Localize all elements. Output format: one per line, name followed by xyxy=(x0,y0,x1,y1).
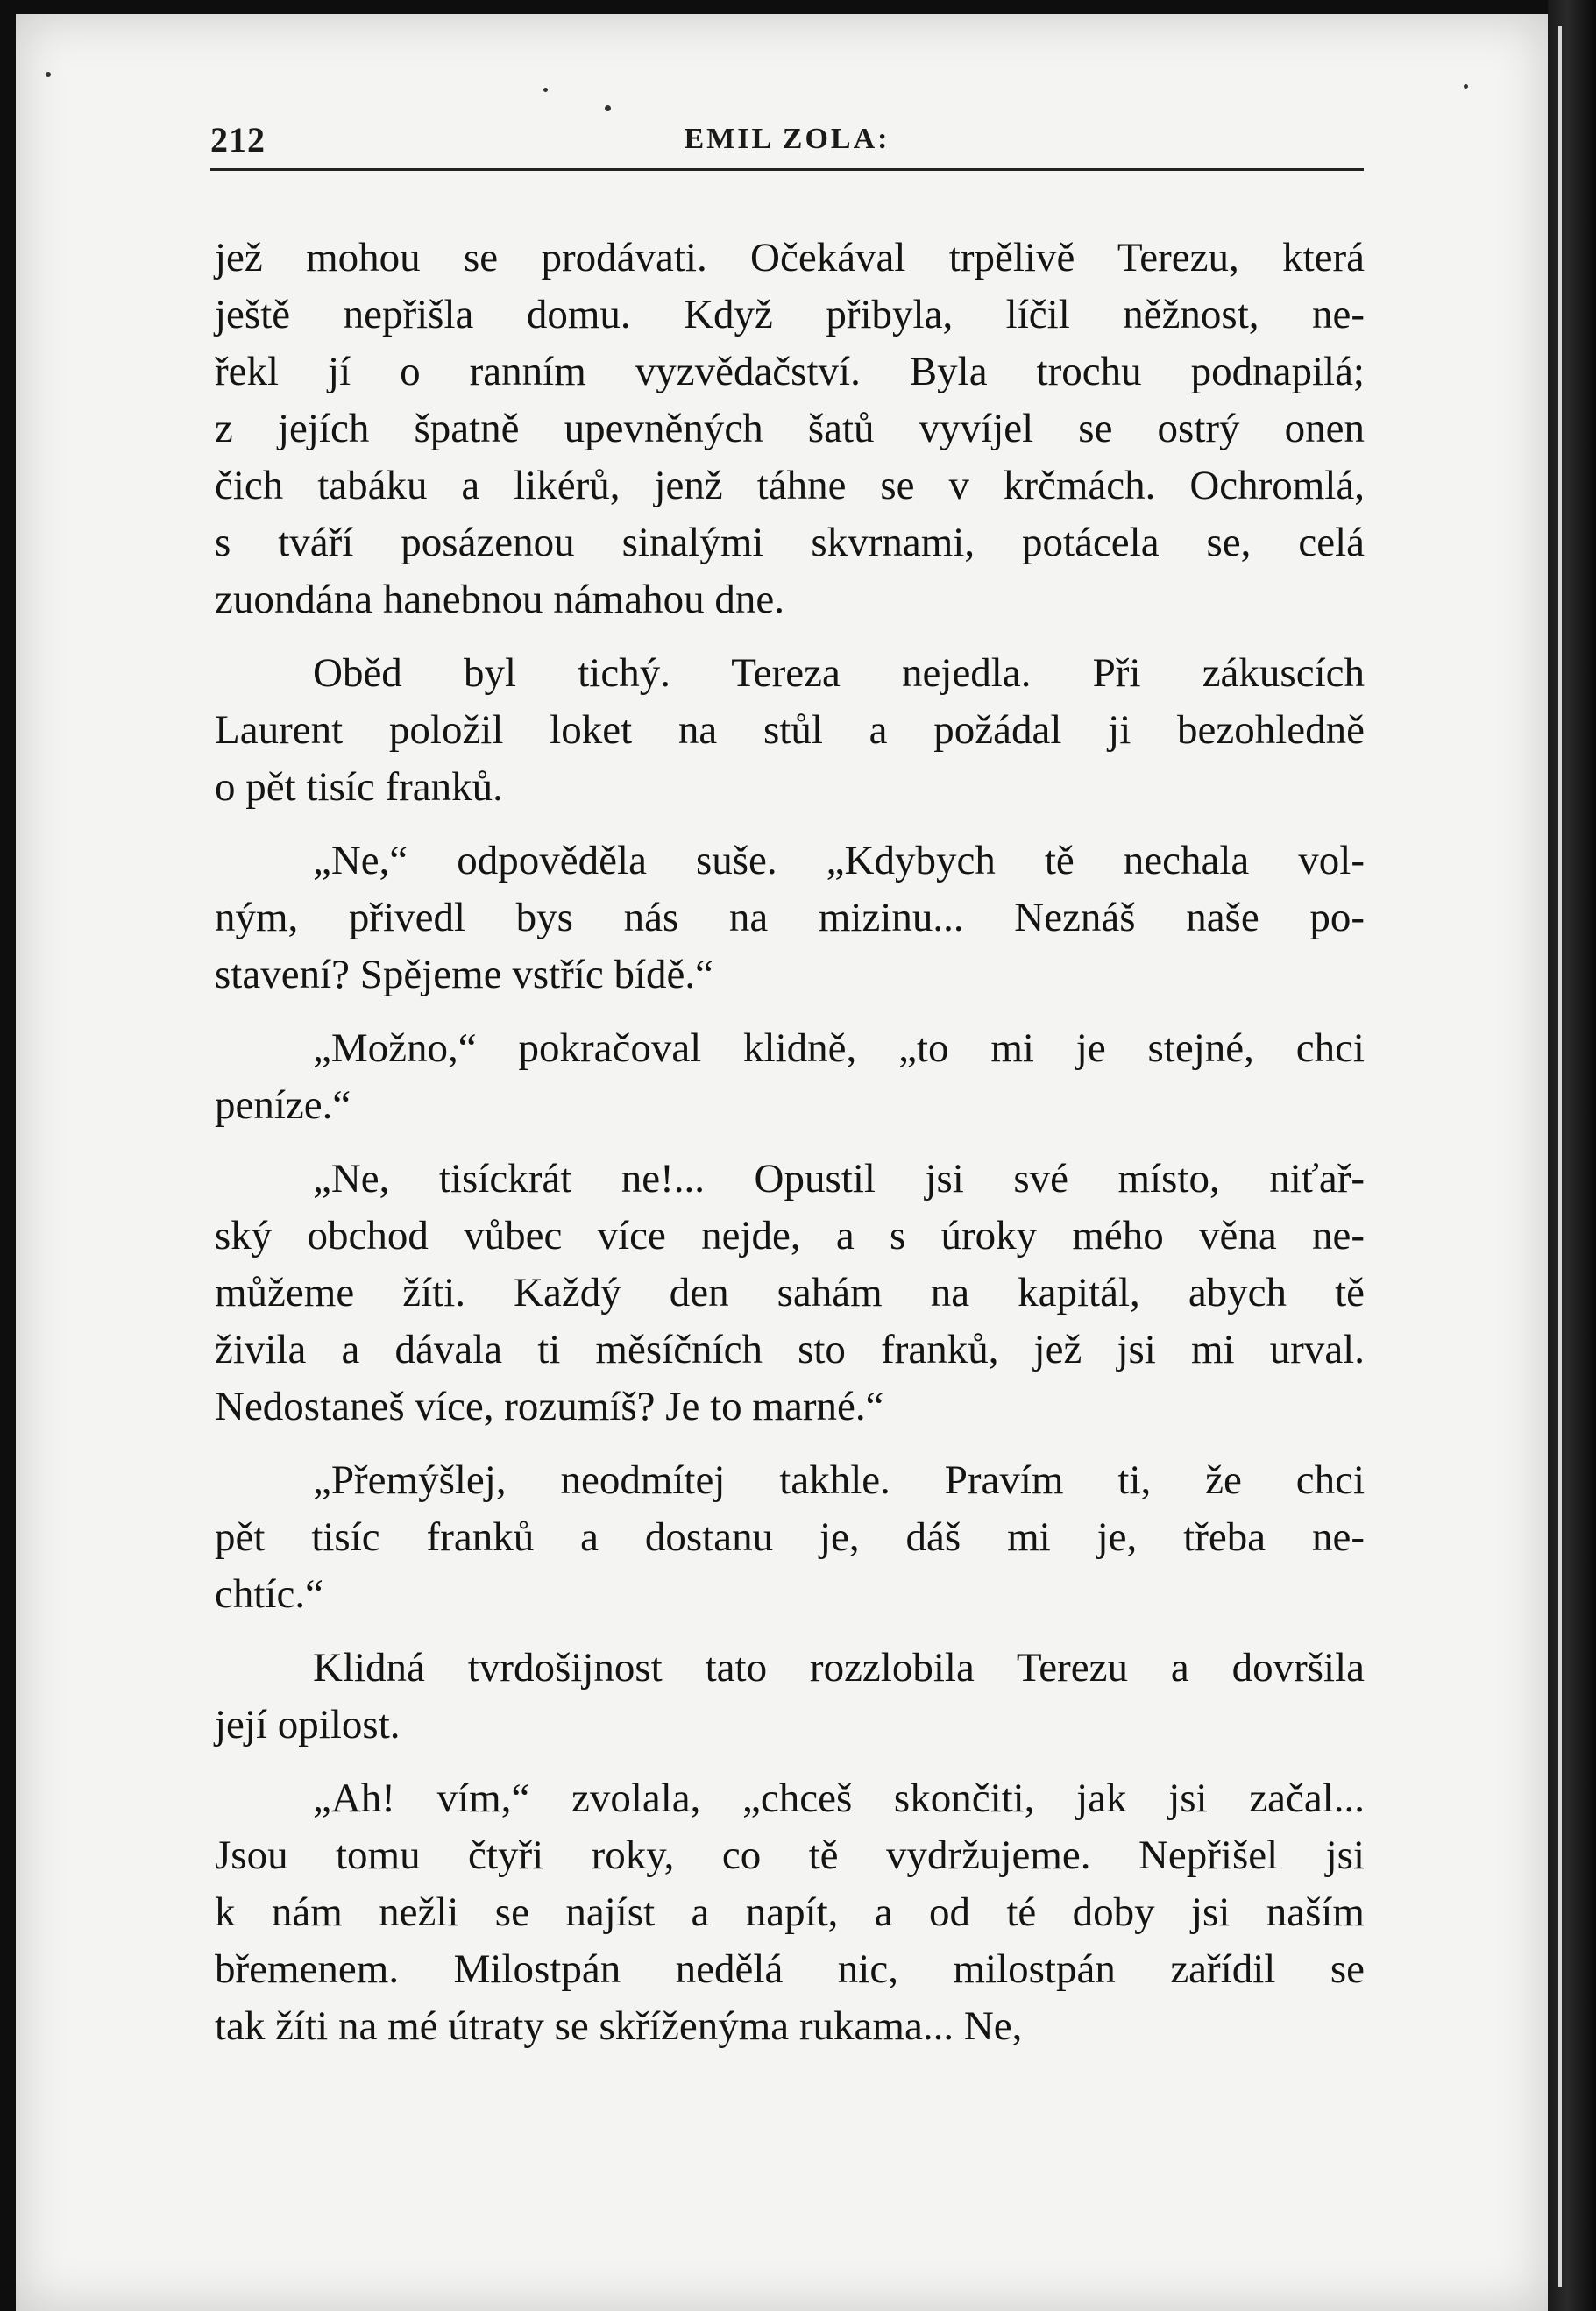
text-line: stavení? Spějeme vstříc bídě.“ xyxy=(215,952,714,997)
text-line: řekl jí o ranním vyzvědačství. Byla trochu podnapilá; xyxy=(215,349,1365,394)
text-line: z jejích špatně upevněných šatů vyvíjel se ostrý onen xyxy=(215,406,1365,451)
running-head: EMIL ZOLA: xyxy=(684,123,890,155)
text-line: břemenem. Milostpán nedělá nic, milostpán zařídil se xyxy=(215,1946,1365,1992)
text-line: „Ah! vím,“ zvolala, „chceš skončiti, jak jsi začal... xyxy=(313,1776,1365,1821)
text-line: Klidná tvrdošijnost tato rozzlobila Terezu a dovršila xyxy=(313,1645,1365,1691)
paragraph xyxy=(215,833,1365,1003)
text-line: ský obchod vůbec více nejde, a s úroky mého věna ne- xyxy=(215,1213,1365,1258)
body-text xyxy=(215,230,1365,2072)
text-line: „Možno,“ pokračoval klidně, „to mi je stejné, chci xyxy=(313,1025,1365,1071)
text-line: Laurent položil loket na stůl a požádal ji bezohledně xyxy=(215,707,1365,753)
text-line: čich tabáku a likérů, jenž táhne se v krčmách. Ochromlá, xyxy=(215,463,1365,508)
page-number: 212 xyxy=(210,120,266,160)
text-line: živila a dávala ti měsíčních sto franků, jež jsi mi urval. xyxy=(215,1327,1365,1372)
text-line: „Ne, tisíckrát ne!... Opustil jsi své místo, niťař- xyxy=(313,1156,1365,1202)
text-line: k nám nežli se najíst a napít, a od té doby jsi naším xyxy=(215,1889,1365,1935)
print-speck xyxy=(605,105,611,111)
page-header xyxy=(210,119,1364,171)
text-line: ným, přivedl bys nás na mizinu... Neznáš naše po- xyxy=(215,895,1365,940)
text-line: o pět tisíc franků. xyxy=(215,764,503,810)
book-spine-shadow xyxy=(1548,0,1596,2311)
text-line: jež mohou se prodávati. Očekával trpělivě Terezu, která xyxy=(215,235,1365,280)
print-speck xyxy=(543,88,548,92)
paragraph xyxy=(215,230,1365,628)
text-line: Nedostaneš více, rozumíš? Je to marné.“ xyxy=(215,1384,884,1429)
text-line: „Přemýšlej, neodmítej takhle. Pravím ti, že chci xyxy=(313,1457,1365,1503)
text-line: můžeme žíti. Každý den sahám na kapitál, abych tě xyxy=(215,1270,1365,1315)
text-line: Oběd byl tichý. Tereza nejedla. Při zákuscích xyxy=(313,650,1365,696)
paragraph xyxy=(215,1640,1365,1754)
text-line: „Ne,“ odpověděla suše. „Kdybych tě nechala vol- xyxy=(313,838,1365,883)
print-speck xyxy=(46,72,51,77)
paragraph xyxy=(215,1770,1365,2055)
text-line: tak žíti na mé útraty se skříženýma rukama... Ne, xyxy=(215,2003,1023,2049)
paragraph xyxy=(215,1452,1365,1623)
text-line: chtíc.“ xyxy=(215,1571,323,1617)
print-speck xyxy=(1464,84,1468,89)
text-line: s tváří posázenou sinalými skvrnami, potácela se, celá xyxy=(215,520,1365,565)
paragraph xyxy=(215,1151,1365,1436)
text-line: pět tisíc franků a dostanu je, dáš mi je, třeba ne- xyxy=(215,1514,1365,1560)
text-line: peníze.“ xyxy=(215,1082,351,1128)
text-line: ještě nepřišla domu. Když přibyla, líčil něžnost, ne- xyxy=(215,292,1365,337)
text-line: zuondána hanebnou námahou dne. xyxy=(215,577,784,622)
paragraph xyxy=(215,1020,1365,1134)
page-edge-line xyxy=(1558,26,1562,2287)
text-line: Jsou tomu čtyři roky, co tě vydržujeme. Nepřišel jsi xyxy=(215,1832,1365,1878)
text-line: její opilost. xyxy=(215,1702,401,1747)
paragraph xyxy=(215,645,1365,816)
